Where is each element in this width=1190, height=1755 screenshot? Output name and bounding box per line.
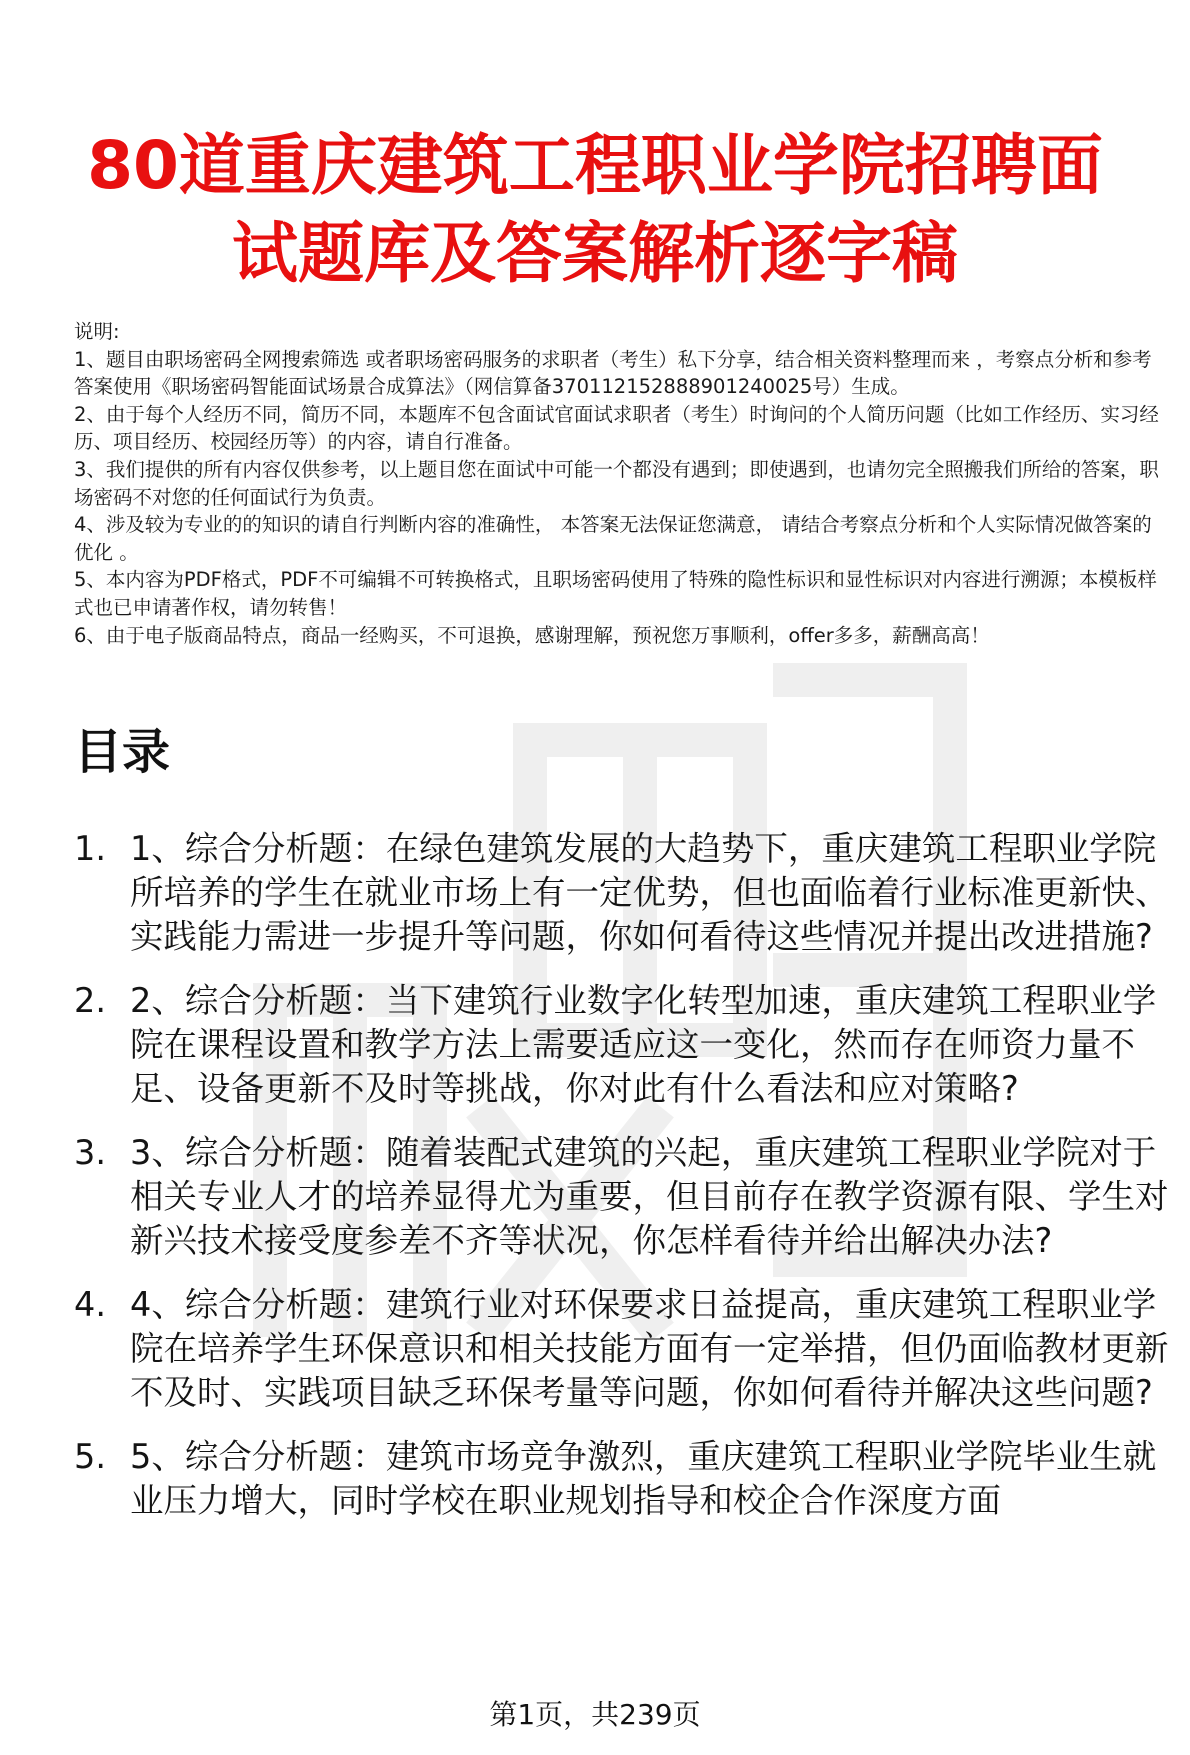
toc-item-number: 3. [74,1133,106,1172]
toc-item[interactable] [74,979,1174,1111]
page-footer: 第1页，共239页 [489,1698,701,1731]
toc-list [74,827,1174,1543]
note-item: 5、本内容为PDF格式，PDF不可编辑不可转换格式，且职场密码使用了特殊的隐性标识和显性标识对内容进行溯源；本模板样式也已申请著作权，请勿转售！ [74,568,1157,619]
toc-item-text: 4、综合分析题：建筑行业对环保要求日益提高，重庆建筑工程职业学院在培养学生环保意识和相关技能方面有一定举措，但仍面临教材更新不及时、实践项目缺乏环保考量等问题，你如何看待并解决这些问题? [130,1285,1169,1412]
note-item: 3、我们提供的所有内容仅供参考，以上题目您在面试中可能一个都没有遇到；即使遇到，也请勿完全照搬我们所给的答案，职场密码不对您的任何面试行为负责。 [74,457,1159,509]
document-title: 80道重庆建筑工程职业学院招聘面试题库及答案解析逐字稿 [87,127,1103,292]
toc-item-text: 5、综合分析题：建筑市场竞争激烈，重庆建筑工程职业学院毕业生就业压力增大，同时学校在职业规划指导和校企合作深度方面 [130,1437,1157,1520]
note-item: 6、由于电子版商品特点，商品一经购买，不可退换，感谢理解，预祝您万事顺利，offer多多，薪酬高高！ [74,623,990,647]
toc-item-text: 3、综合分析题：随着装配式建筑的兴起，重庆建筑工程职业学院对于相关专业人才的培养显得尤为重要，但目前存在教学资源有限、学生对新兴技术接受度参差不齐等状况，你怎样看待并给出解决办法? [130,1133,1169,1260]
notes-heading: 说明: [74,320,120,343]
notes-section [74,318,1162,649]
toc-item-number: 2. [74,981,106,1020]
toc-item[interactable] [74,1131,1174,1263]
note-item: 1、题目由职场密码全网搜索筛选 或者职场密码服务的求职者（考生）私下分享，结合相关资料整理而来 ，考察点分析和参考答案使用《职场密码智能面试场景合成算法》（网信算备370112152888901240025号）生成。 [74,347,1152,399]
toc-item[interactable] [74,827,1174,959]
note-item: 4、涉及较为专业的的知识的请自行判断内容的准确性， 本答案无法保证您满意， 请结合考察点分析和个人实际情况做答案的优化 。 [74,513,1152,564]
toc-item-number: 1. [74,829,106,868]
toc-item[interactable] [74,1435,1174,1523]
toc-item-number: 4. [74,1285,106,1324]
toc-item-text: 1、综合分析题：在绿色建筑发展的大趋势下，重庆建筑工程职业学院所培养的学生在就业市场上有一定优势，但也面临着行业标准更新快、实践能力需进一步提升等问题，你如何看待这些情况并提出改进措施? [130,829,1169,956]
note-item: 2、由于每个人经历不同，简历不同，本题库不包含面试官面试求职者（考生）时询问的个人简历问题（比如工作经历、实习经历、项目经历、校园经历等）的内容，请自行准备。 [74,402,1159,454]
toc-heading: 目录 [74,724,171,780]
toc-item[interactable] [74,1283,1174,1415]
toc-item-number: 5. [74,1437,106,1476]
toc-item-text: 2、综合分析题：当下建筑行业数字化转型加速，重庆建筑工程职业学院在课程设置和教学方法上需要适应这一变化，然而存在师资力量不足、设备更新不及时等挑战，你对此有什么看法和应对策略? [130,981,1157,1108]
